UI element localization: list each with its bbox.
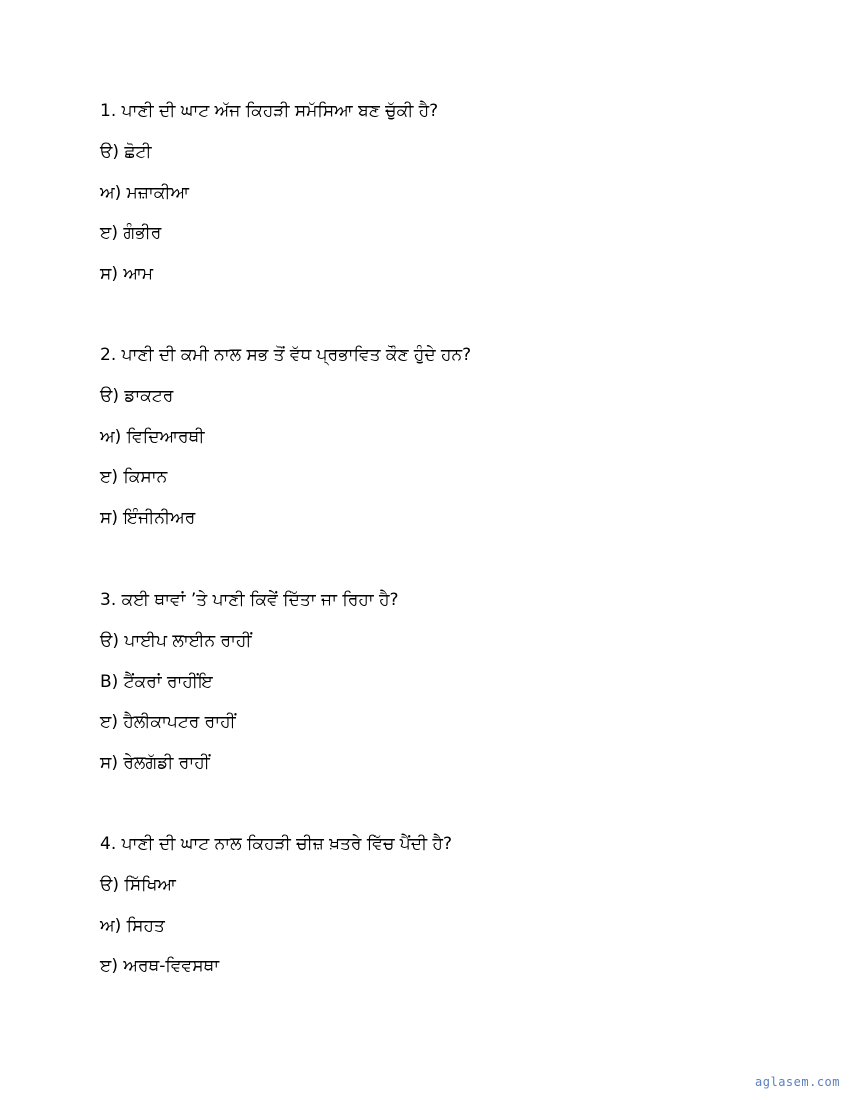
question-text: 2. ਪਾਣੀ ਦੀ ਕਮੀ ਨਾਲ ਸਭ ਤੋਂ ਵੱਧ ਪ੍ਰਭਾਵਿਤ ਕੌਣ ਹੁੰਦੇ ਹਨ?: [100, 345, 472, 365]
option-c: ੲ) ਗੰਭੀਰ: [100, 223, 162, 243]
option-b: ਅ) ਮਜ਼ਾਕੀਆ: [100, 183, 189, 203]
option-d: ਸ) ਰੇਲਗੱਡੀ ਰਾਹੀਂ: [100, 753, 210, 773]
question-text: 1. ਪਾਣੀ ਦੀ ਘਾਟ ਅੱਜ ਕਿਹੜੀ ਸਮੱਸਿਆ ਬਣ ਚੁੱਕੀ ਹੈ?: [100, 101, 439, 121]
option-d: ਸ) ਆਮ: [100, 264, 154, 284]
option-c: ੲ) ਕਿਸਾਨ: [100, 467, 168, 487]
question-text: 3. ਕਈ ਥਾਵਾਂ ’ਤੇ ਪਾਣੀ ਕਿਵੇਂ ਦਿੱਤਾ ਜਾ ਰਿਹਾ ਹੈ?: [100, 590, 399, 610]
option-b: ਅ) ਸਿਹਤ: [100, 916, 165, 936]
option-c: ੲ) ਹੈਲੀਕਾਪਟਰ ਰਾਹੀਂ: [100, 712, 236, 732]
option-c: ੲ) ਅਰਥ-ਵਿਵਸਥਾ: [100, 956, 220, 976]
option-b: ਅ) ਵਿਦਿਆਰਥੀ: [100, 427, 205, 447]
option-a: ੳ) ਸਿੱਖਿਆ: [100, 875, 176, 895]
option-a: ੳ) ਡਾਕਟਰ: [100, 386, 174, 406]
watermark: aglasem.com: [755, 1075, 840, 1089]
option-a: ੳ) ਛੋਟੀ: [100, 142, 152, 162]
option-a: ੳ) ਪਾਈਪ ਲਾਈਨ ਰਾਹੀਂ: [100, 631, 252, 651]
option-b: B) ਟੈਂਕਰਾਂ ਰਾਹੀਂਇ: [100, 672, 213, 692]
option-d: ਸ) ਇੰਜੀਨੀਅਰ: [100, 508, 196, 528]
question-text: 4. ਪਾਣੀ ਦੀ ਘਾਟ ਨਾਲ ਕਿਹੜੀ ਚੀਜ਼ ਖ਼ਤਰੇ ਵਿੱਚ ਪੈਂਦੀ ਹੈ?: [100, 834, 453, 854]
